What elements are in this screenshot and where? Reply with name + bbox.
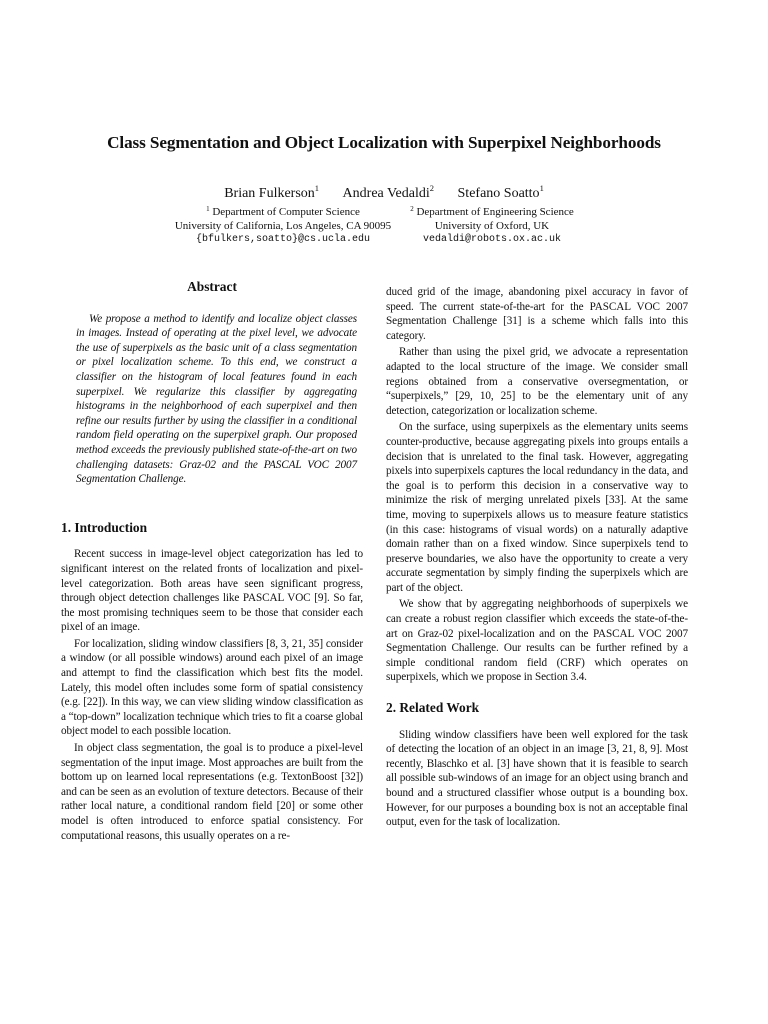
author <box>457 183 544 201</box>
affiliation-dept <box>160 205 406 219</box>
paragraph: Recent success in image-level object categorization has led to significant interest on the related fronts of localization and pixel-level categorization. Both areas have seen significant progress, through object detection challenges like PASCAL VOC [9]. So far, the most promising techniques seem to be those that consider each pixel of an image. <box>61 548 363 634</box>
affiliation-1 <box>160 205 406 247</box>
author-affil-mark: 1 <box>314 183 320 193</box>
section-heading-related-work: 2. Related Work <box>386 700 480 716</box>
author-affil-mark: 2 <box>429 183 435 193</box>
author-name: Stefano Soatto <box>457 186 540 201</box>
author-name: Andrea Vedaldi <box>342 186 430 201</box>
author-affil-mark: 1 <box>539 183 544 193</box>
author <box>224 183 320 201</box>
author-list <box>0 183 768 202</box>
paragraph: We show that by aggregating neighborhoods of superpixels we can create a robust region classifier which exceeds the state-of-the-art on Graz-02 pixel-localization and on the PASCAL VOC 2007 Segmentation Challenge. Our results can be further refined by a simple conditional random field (CRF) which operates on superpixels, which we propose in Section 3.4. <box>386 598 688 684</box>
left-column <box>61 280 363 845</box>
paragraph: For localization, sliding window classifiers [8, 3, 21, 35] consider a window (or all possible windows) around each pixel of an image and attempt to find the classification which best fits the model. Lately, this model often includes some form of spatial consistency (e.g. [22]). In this way, we can view sliding window classification as a “top-down” localization technique which tries to fit a coarse global object model to each possible location. <box>61 637 363 738</box>
abstract-text: We propose a method to identify and localize object classes in images. Instead of operating at the pixel level, we advocate the use of superpixels as the basic unit of a class segmentation or pixel localization scheme. To this end, we construct a classifier on the histogram of local features found in each superpixel. We regularize this classifier by aggregating histograms in the neighborhood of each superpixel and then refine our results further by using the classifier in a conditional random field operating on the superpixel graph. Our proposed method exceeds the previously published state-of-the-art on two challenging datasets: Graz-02 and the PASCAL VOC 2007 Segmentation Challenge. <box>76 312 357 486</box>
paragraph: Rather than using the pixel grid, we advocate a representation adapted to the local structure of the image. We consider small regions obtained from a conservative oversegmentation, or “superpixels,” [29, 10, 25] to be the elementary unit of any detection, categorization or localization scheme. <box>386 346 688 417</box>
right-column <box>386 285 688 832</box>
affiliation-mark: 2 <box>410 205 414 213</box>
section-heading-introduction: 1. Introduction <box>61 519 148 535</box>
paragraph: In object class segmentation, the goal is to produce a pixel-level segmentation of the input image. Most approaches are built from the bottom up on learned local representations (e.g. TextonBoost [32]) and can be seen as an evolution of texture detectors. Because of their rather local nature, a conditional random field [20] or some other model is often introduced to enforce spatial consistency. For computational reasons, this usually operates on a re- <box>61 742 363 842</box>
paragraph: Sliding window classifiers have been well explored for the task of detecting the location of an object in an image [3, 21, 8, 9]. Most recently, Blaschko et al. [3] have shown that it is feasible to search all possible sub-windows of an image for an object using branch and bound and a structured classifier whose output is a bounding box. However, for our purposes a bounding box is not an acceptable final output, even for the task of localization. <box>386 728 688 829</box>
affiliation-email: {bfulkers,soatto}@cs.ucla.edu <box>195 234 371 245</box>
paper-title: Class Segmentation and Object Localization with Superpixel Neighborhoods <box>107 133 661 152</box>
affiliation-email: vedaldi@robots.ox.ac.uk <box>422 234 562 245</box>
author <box>342 183 435 201</box>
affiliation-institution: University of California, Los Angeles, CA 90095 <box>174 220 392 232</box>
affiliation-dept-text: Department of Computer Science <box>212 206 360 218</box>
abstract-heading: Abstract <box>187 279 237 294</box>
paragraph: On the surface, using superpixels as the elementary units seems counter-productive, because aggregating pixels into groups entails a decision that is unrelated to the final task. However, aggregating pixels into superpixels captures the local redundancy in the data, and the goal is to perform this decision in a conservative way to minimize the risk of merging unrelated pixels [33]. At the same time, moving to superpixels allows us to measure feature statistics (in this case: histograms of visual words) on a naturally adaptive domain rather than on a fixed window. Since superpixels tend to preserve boundaries, we also have the opportunity to create a very accurate segmentation by simply finding the superpixels which are part of the object. <box>386 421 688 594</box>
author-name: Brian Fulkerson <box>224 186 315 201</box>
affiliation-2 <box>400 205 584 247</box>
affiliation-mark: 1 <box>206 205 210 213</box>
paragraph-continuation: duced grid of the image, abandoning pixel accuracy in favor of speed. The current state-of-the-art for the PASCAL VOC 2007 Segmentation Challenge [31] is a scheme which falls into this category. <box>386 286 688 342</box>
affiliation-institution: University of Oxford, UK <box>434 220 550 232</box>
affiliation-dept-text: Department of Engineering Science <box>416 206 574 218</box>
affiliation-dept <box>400 205 584 219</box>
